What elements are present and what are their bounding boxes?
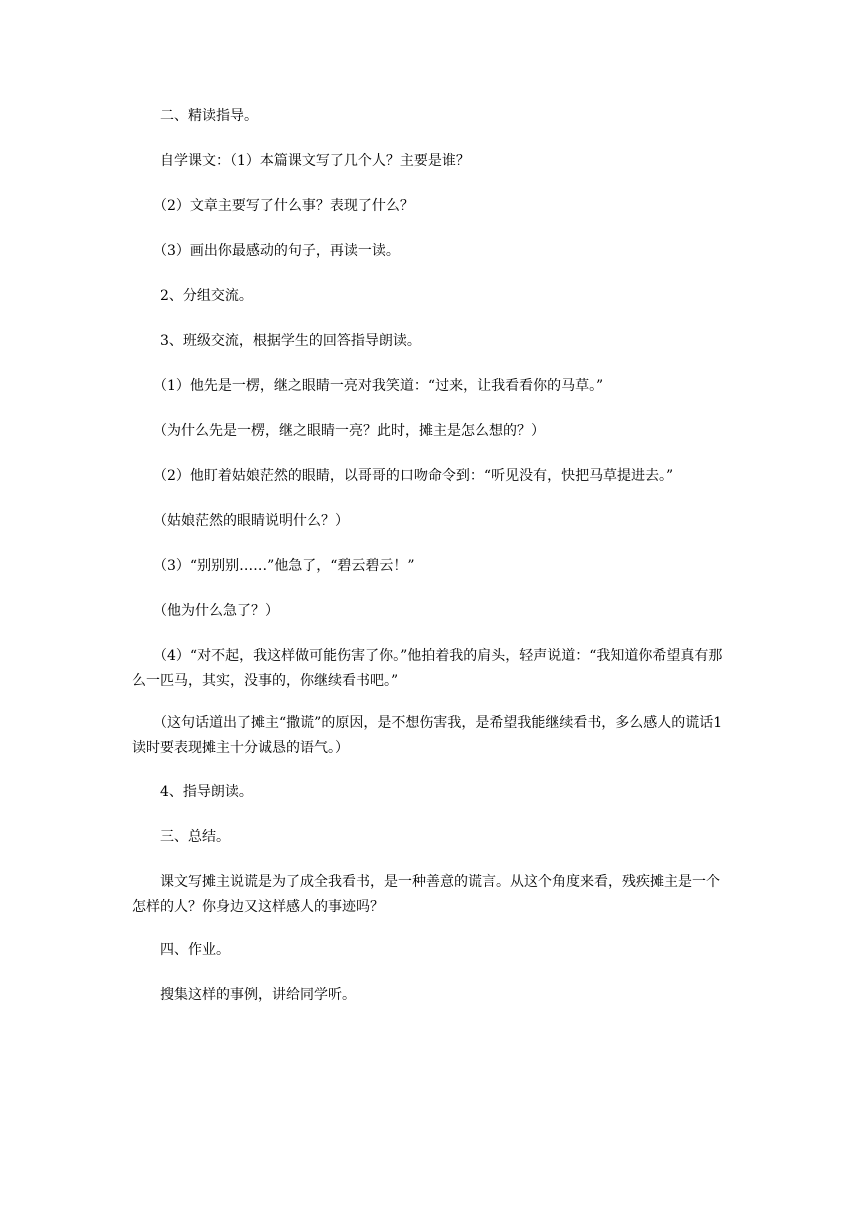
paragraph: （为什么先是一楞，继之眼睛一亮？此时，摊主是怎么想的？） — [132, 423, 545, 439]
paragraph: 2、分组交流。 — [132, 288, 253, 304]
paragraph: （他为什么急了？） — [132, 603, 279, 619]
paragraph: 搜集这样的事例，讲给同学听。 — [132, 987, 356, 1003]
paragraph: （2）他盯着姑娘茫然的眼睛，以哥哥的口吻命令到：“听见没有，快把马草提进去。” — [132, 468, 674, 484]
paragraph: （2）文章主要写了什么事？表现了什么？ — [132, 198, 414, 214]
paragraph: 课文写摊主说谎是为了成全我看书，是一种善意的谎言。从这个角度来看，残疾摊主是一个怎样的人？你身边又这样感人的事迹吗？ — [132, 874, 720, 915]
paragraph: （3）画出你最感动的句子，再读一读。 — [132, 243, 400, 259]
paragraph: 三、总结。 — [132, 829, 230, 845]
paragraph: （1）他先是一楞，继之眼睛一亮对我笑道：“过来，让我看看你的马草。” — [132, 378, 604, 394]
paragraph: 二、精读指导。 — [132, 108, 258, 124]
paragraph: （姑娘茫然的眼睛说明什么？） — [132, 513, 349, 529]
paragraph: 3、班级交流，根据学生的回答指导朗读。 — [132, 333, 421, 349]
paragraph: （3）“别别别……”他急了，“碧云碧云！” — [132, 558, 415, 574]
paragraph: （4）“对不起，我这样做可能伤害了你。”他拍着我的肩头，轻声说道：“我知道你希望真有那么一匹马，其实，没事的，你继续看书吧。” — [132, 648, 723, 689]
paragraph: 4、指导朗读。 — [132, 784, 253, 800]
paragraph: 四、作业。 — [132, 942, 230, 958]
paragraph: 自学课文：（1）本篇课文写了几个人？主要是谁？ — [132, 153, 470, 169]
paragraph: （这句话道出了摊主“撒谎”的原因，是不想伤害我，是希望我能继续看书，多么感人的谎话1读时要表现摊主十分诚恳的语气。） — [132, 715, 723, 756]
